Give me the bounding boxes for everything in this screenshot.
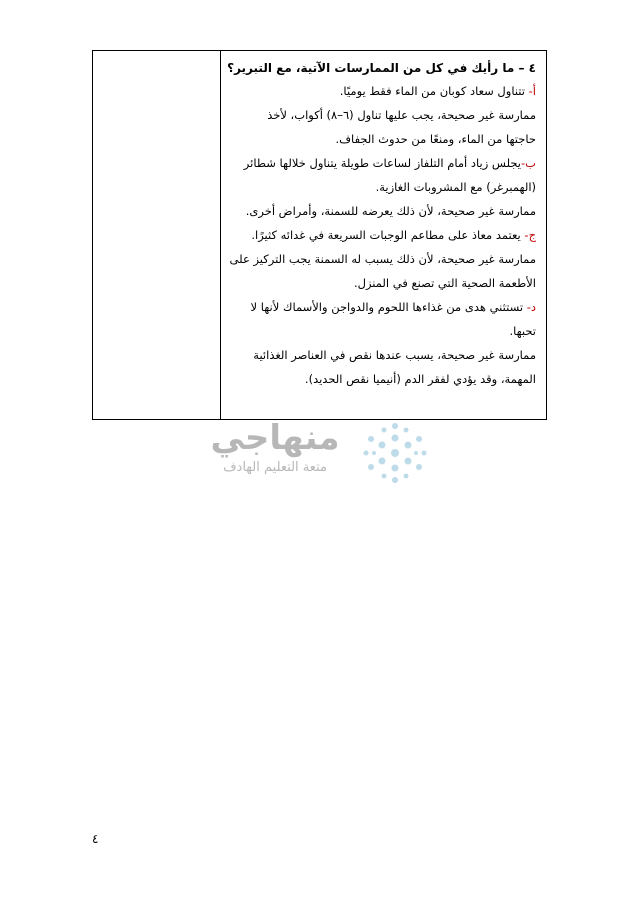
- item-a-answer: ممارسة غير صحيحة، يجب عليها تناول (٦–٨) أكواب، لأخذ: [267, 108, 536, 122]
- item-text: تتناول سعاد كوبان من الماء فقط يوميًا.: [339, 84, 529, 98]
- item-c-answer: الأطعمة الصحية التي تصنع في المنزل.: [353, 276, 536, 290]
- watermark-name: منهاجي: [210, 418, 340, 458]
- answer-table: [92, 50, 547, 420]
- item-c-answer: ممارسة غير صحيحة، لأن ذلك يسبب له السمنة يجب التركيز على: [229, 252, 536, 266]
- watermark-text: [195, 418, 355, 478]
- watermark: [195, 418, 445, 488]
- side-column: [93, 51, 221, 419]
- item-d-prompt-cont: تحبها.: [509, 324, 536, 338]
- item-letter: ب-: [521, 156, 536, 170]
- item-b-answer: ممارسة غير صحيحة، لأن ذلك يعرضه للسمنة، وأمراض أخرى.: [245, 204, 536, 218]
- item-c-prompt: [227, 223, 536, 247]
- item-letter: د-: [526, 300, 536, 314]
- item-d-prompt: [227, 295, 536, 319]
- question-title: ٤ – ما رأيك في كل من الممارسات الآتية، مع التبرير؟: [227, 61, 536, 75]
- item-text: تستثني هدى من غذاءها اللحوم والدواجن والأسماك لأنها لا: [250, 300, 527, 314]
- item-letter: ج-: [524, 228, 536, 242]
- item-a-answer: حاجتها من الماء، ومنعًا من حدوث الجفاف.: [335, 132, 536, 146]
- item-text: يعتمد معاذ على مطاعم الوجبات السريعة في غدائه كثيرًا.: [251, 228, 525, 242]
- item-a-prompt: [227, 79, 536, 103]
- item-d-answer: ممارسة غير صحيحة، يسبب عندها نقص في العناصر الغذائية: [253, 348, 536, 362]
- item-d-answer: المهمة، وقد يؤدي لفقر الدم (أنيميا نقص الحديد).: [304, 372, 536, 386]
- item-b-prompt: [227, 151, 536, 175]
- item-b-prompt-cont: (الهمبرغر) مع المشروبات الغازية.: [375, 180, 536, 194]
- page-number: ٤: [92, 832, 99, 846]
- question-content: [221, 51, 546, 419]
- watermark-tagline: متعة التعليم الهادف: [223, 460, 327, 475]
- item-text: يجلس زياد أمام التلفاز لساعات طويلة يتناول خلالها شطائر: [243, 156, 522, 170]
- snowflake-logo-icon: [360, 418, 430, 488]
- item-letter: أ-: [528, 84, 536, 98]
